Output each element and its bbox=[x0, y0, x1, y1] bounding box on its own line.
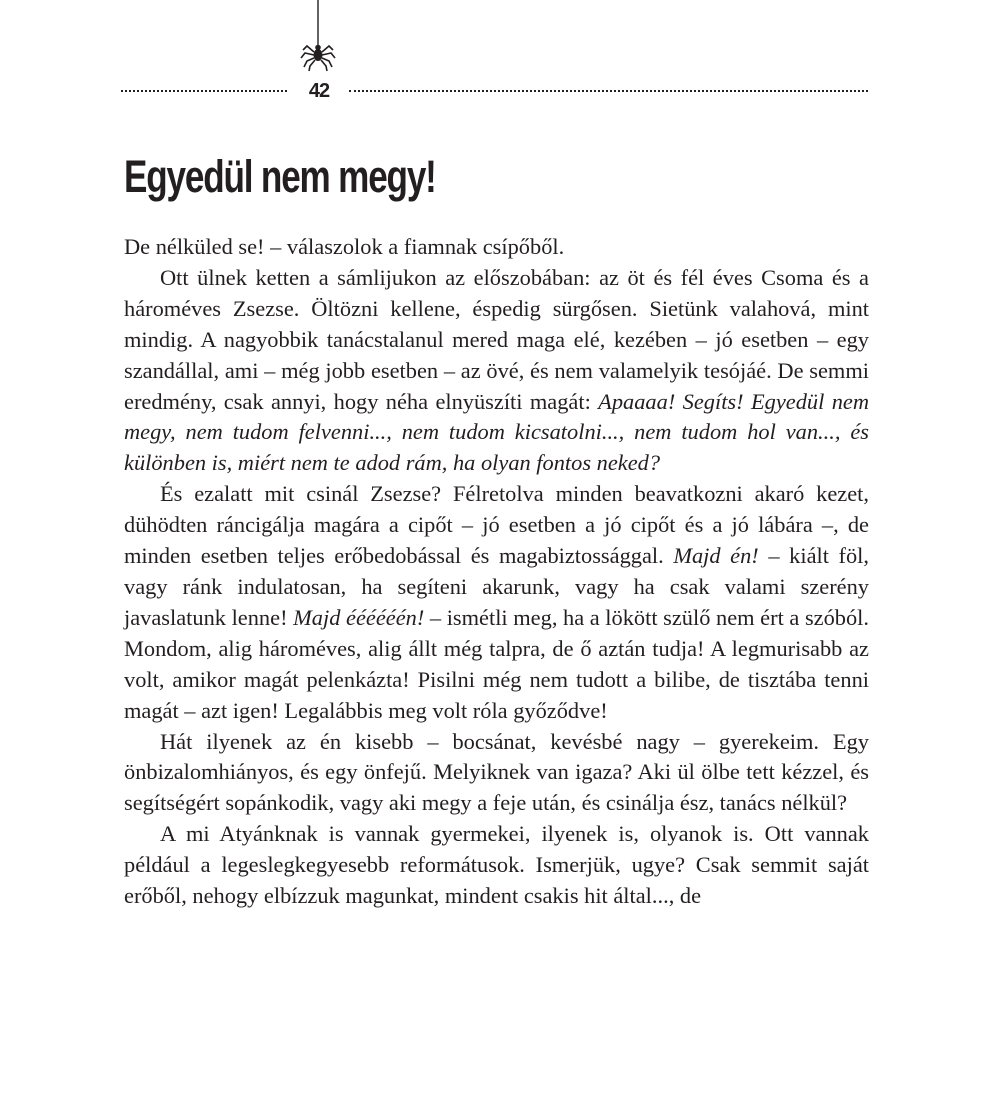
paragraph bbox=[124, 819, 869, 912]
text-run: De nélküled se! – válaszolok a fiamnak csípőből. bbox=[124, 234, 565, 259]
italic-text: Majd éééééén! bbox=[293, 604, 425, 630]
body-text bbox=[124, 232, 869, 912]
paragraph bbox=[124, 232, 869, 263]
paragraph bbox=[124, 263, 869, 479]
page-header bbox=[0, 0, 993, 110]
text-run: Ott ülnek ketten a sámlijukon az előszobában: az öt és fél éves Csoma és a hároméves Zsezse. Öltözni kellene, éspedig sürgősen. Sietünk valahová, mint mindig. A nagyobbik tanácstalanul mered maga elé, kezében – jó esetben – egy szandállal, ami – még jobb esetben – az övé, és nem valamelyik tesójáé. De semmi eredmény, csak annyi, hogy néha elnyüszíti magát: bbox=[124, 264, 869, 414]
spider-icon bbox=[298, 0, 338, 76]
paragraph bbox=[124, 479, 869, 726]
italic-text: Majd én! bbox=[673, 543, 759, 569]
text-run: Hát ilyenek az én kisebb – bocsánat, kevésbé nagy – gyerekeim. Egy önbizalomhiányos, és egy önfejű. Melyiknek van igaza? Aki ül ölbe tett kézzel, és segítségért sopánkodik, vagy aki megy a feje után, és csinálja ész, tanács nélkül? bbox=[124, 728, 869, 816]
paragraph bbox=[124, 727, 869, 820]
text-run: – kiált föl, vagy ránk indulatosan, ha segíteni akarunk, vagy ha csak valami szerény javaslatunk lenne! bbox=[124, 543, 869, 630]
header-dotted-rule-right bbox=[349, 90, 868, 92]
chapter-title: Egyedül nem megy! bbox=[124, 151, 436, 202]
header-dotted-rule-left bbox=[121, 90, 287, 92]
text-run: – ismétli meg, ha a lökött szülő nem ért a szóból. Mondom, alig hároméves, alig állt még talpra, de ő aztán tudja! A legmurisabb az volt, amikor magát pelenkázta! Pisilni még nem tudott a bilibe, de tisztába tenni magát – azt igen! Legalábbis meg volt róla győződve! bbox=[124, 604, 870, 723]
page-number: 42 bbox=[308, 80, 330, 102]
italic-text: Apaaaa! Segíts! Egyedül nem megy, nem tudom felvenni..., nem tudom kicsatolni..., nem tudom hol van..., és különben is, miért nem te adod rám, ha olyan fontos neked? bbox=[124, 388, 869, 476]
text-run: És ezalatt mit csinál Zsezse? Félretolva minden beavatkozni akaró kezet, dühödten ráncigálja magára a cipőt – jó esetben a jó cipőt és a jó lábára –, de minden esetben teljes erőbedobással és magabiztossággal. bbox=[124, 481, 869, 569]
text-run: A mi Atyánknak is vannak gyermekei, ilyenek is, olyanok is. Ott vannak például a legeslegkegyesebb reformátusok. Ismerjük, ugye? Csak semmit saját erőből, nehogy elbízzuk magunkat, mindent csakis hit által..., de bbox=[124, 821, 869, 909]
